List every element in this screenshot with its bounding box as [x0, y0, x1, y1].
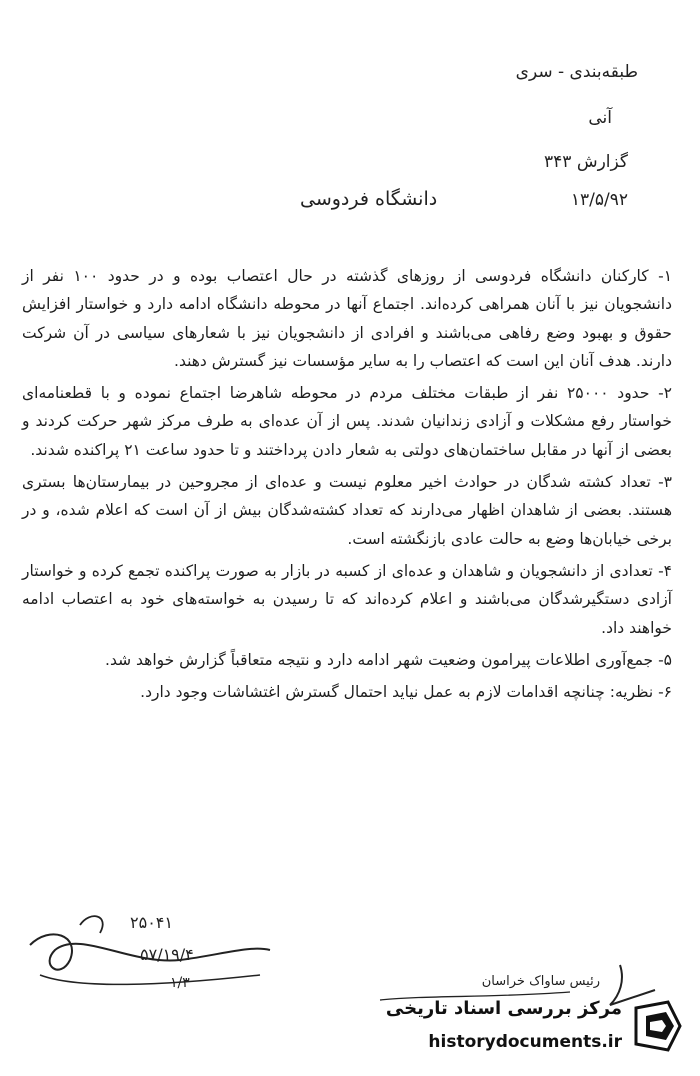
report-date: ۱۳/۵/۹۲ [570, 190, 628, 210]
paragraph-3: ۳- تعداد کشته شدگان در حوادث اخیر معلوم نیست و عده‌ای از مجروحین در بیمارستان‌ها بستری هستند. بعضی از شاهدان اظهار می‌دارند که تعداد کشته‌شدگان بیش از آن است که اعلام شده، و در برخی خیابان‌ها وضع به حالت عادی بازنگشته است. [22, 473, 672, 548]
watermark [385, 988, 692, 1068]
paragraph-5: ۵- جمع‌آوری اطلاعات پیرامون وضعیت شهر ادامه دارد و نتیجه متعاقباً گزارش خواهد شد. [105, 650, 672, 669]
archive-logo-icon [628, 996, 688, 1056]
paragraph-4: ۴- تعدادی از دانشجویان و شاهدان و عده‌ای از کسبه در بازار به صورت پراکنده تجمع کرده و خواستار آزادی دستگیرشدگان می‌باشند و اعلام کرده‌اند که تا رسیدن به خواسته‌های خود به اعتصاب ادامه خواهند داد. [22, 561, 672, 637]
signature-label: رئیس ساواک خراسان [481, 974, 600, 989]
watermark-url: historydocuments.ir [428, 1032, 622, 1052]
document-title: دانشگاه فردوسی [300, 188, 438, 210]
watermark-org-name: مرکز بررسی اسناد تاریخی [385, 998, 622, 1019]
report-number: گزارش ۳۴۳ [544, 152, 628, 172]
annotation-date: ۵۷/۱۹/۴ [140, 945, 194, 964]
document-body [22, 262, 672, 710]
annotation-page: ۱/۳ [170, 975, 190, 991]
paragraph-6: ۶- نظریه: چنانچه اقدامات لازم به عمل نیاید احتمال گسترش اغتشاشات وجود دارد. [140, 683, 672, 702]
paragraph-2: ۲- حدود ۲۵۰۰۰ نفر از طبقات مختلف مردم در محوطه شاهرضا اجتماع نموده و با قطعنامه‌ای خواستار رفع مشکلات و آزادی زندانیان شدند. پس از آن عده‌ای به طرف مرکز شهر حرکت کردند و بعضی از آنها در مقابل ساختمان‌های دولتی به شعار دادن پرداختند و تا حدود ساعت ۲۱ پراکنده شدند. [22, 384, 672, 459]
classification-label: طبقه‌بندی - سری [515, 62, 638, 82]
annotation-reference: ۲۵۰۴۱ [130, 913, 173, 932]
urgency-label: آنی [588, 108, 612, 128]
annotation-area [20, 905, 280, 1015]
paragraph-1: ۱- کارکنان دانشگاه فردوسی از روزهای گذشته در حال اعتصاب بوده و در حدود ۱۰۰ نفر از دانشجویان نیز با آنان همراهی کرده‌اند. اجتماع آنها در محوطه دانشگاه ادامه دارد و خواستار افزایش حقوق و بهبود وضع رفاهی می‌باشند و افرادی از دانشجویان نیز با شعارهای سیاسی در آن شرکت دارند. هدف آنان این است که اعتصاب را به سایر مؤسسات نیز گسترش دهند. [22, 267, 673, 370]
